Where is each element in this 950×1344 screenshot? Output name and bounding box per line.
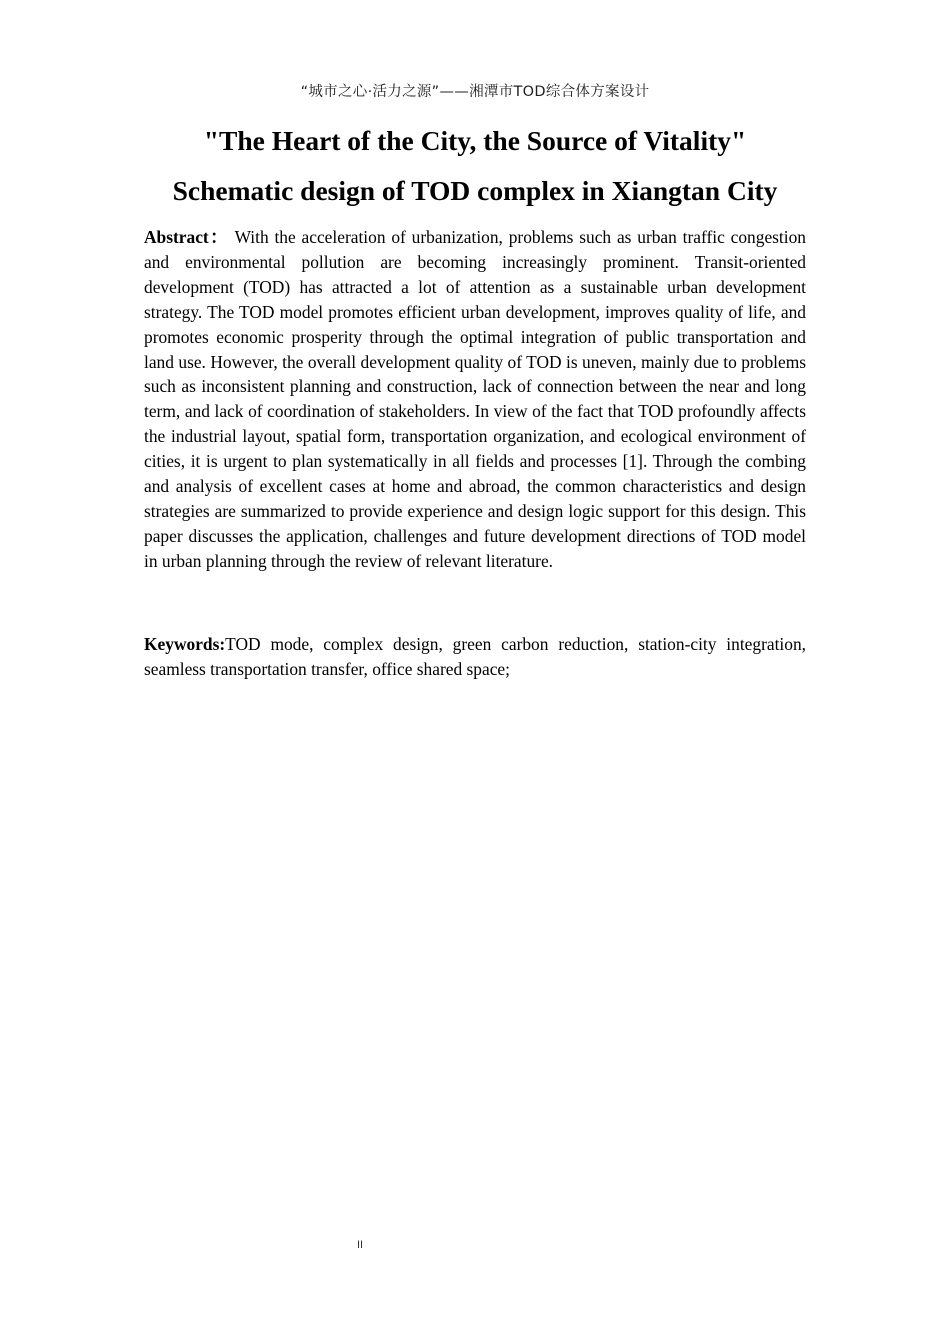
paper-title-line-1: "The Heart of the City, the Source of Vitality" xyxy=(203,125,747,156)
abstract-label: Abstract： xyxy=(144,227,230,247)
abstract-text: With the acceleration of urbanization, problems such as urban traffic congestion and environmental pollution are becoming increasingly prominent. Transit-oriented development (TOD) has attracted a lot of attention as a sustainable urban development strategy. The TOD model promotes efficient urban development, improves quality of life, and promotes economic prosperity through the optimal integration of public transportation and land use. However, the overall development quality of TOD is uneven, mainly due to problems such as inconsistent planning and construction, lack of connection between the near and long term, and lack of coordination of stakeholders. In view of the fact that TOD profoundly affects the industrial layout, spatial form, transportation organization, and ecological environment of cities, it is urgent to plan systematically in all fields and processes [1]. Through the combing and analysis of excellent cases at home and abroad, the common characteristics and design strategies are summarized to provide experience and design logic support for this design. This paper discusses the application, challenges and future development directions of TOD model in urban planning through the review of relevant literature. xyxy=(144,227,806,571)
keywords-paragraph xyxy=(144,632,806,682)
running-header: “城市之心·活力之源”——湘潭市TOD综合体方案设计 xyxy=(300,84,650,100)
abstract-paragraph xyxy=(144,225,806,574)
keywords-text: TOD mode, complex design, green carbon reduction, station-city integration, seamless transportation transfer, office shared space; xyxy=(144,634,806,679)
keywords-label: Keywords: xyxy=(144,634,226,654)
page-number: II xyxy=(357,1239,364,1251)
paper-title-line-2: Schematic design of TOD complex in Xiangtan City xyxy=(172,175,778,206)
